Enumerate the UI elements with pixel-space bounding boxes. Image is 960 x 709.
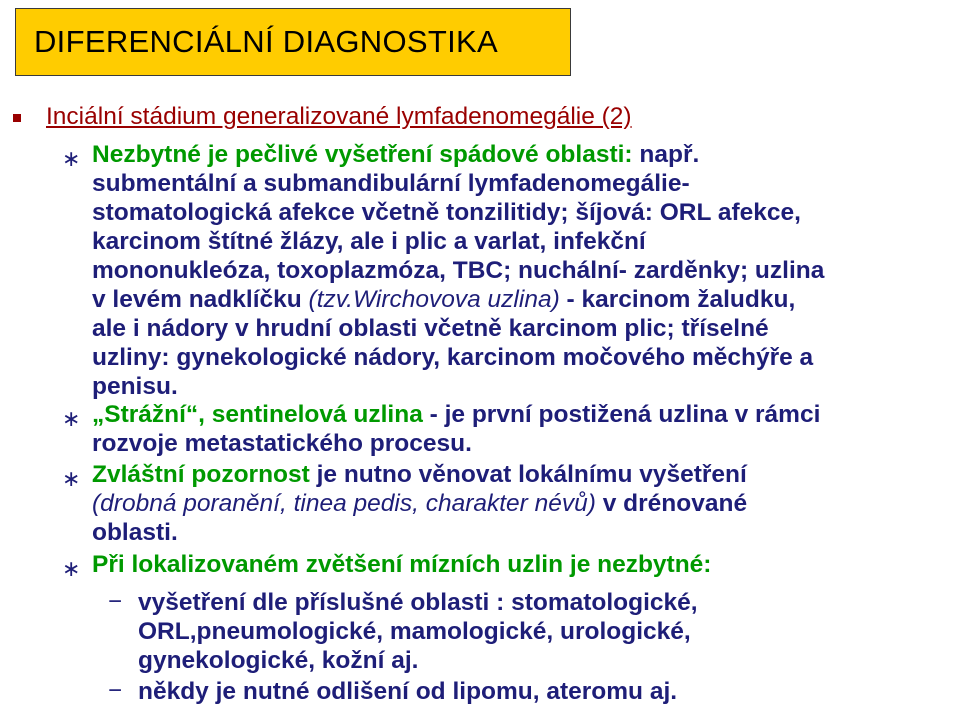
dash-bullet-icon: − (108, 677, 123, 704)
b1-italic: (tzv.Wirchovova uzlina) (308, 286, 560, 313)
b1-line-1 (92, 140, 699, 169)
title-box (15, 8, 571, 76)
star-bullet-icon: ∗ (62, 556, 81, 581)
b2-text: - je první postižená uzlina v rámci (422, 401, 821, 428)
b3-line-3: oblasti. (92, 519, 178, 546)
b1-line-8: uzliny: gynekologické nádory, karcinom močového měchýře a (92, 344, 814, 371)
slide-title: DIFERENCIÁLNÍ DIAGNOSTIKA (34, 24, 498, 59)
section-heading: Inciální stádium generalizované lymfadenomegálie (2) (46, 103, 632, 130)
b1-line-5: mononukleóza, toxoplazmóza, TBC; nuchální- zarděnky; uzlina (92, 257, 825, 284)
s1-line-2: ORL,pneumologické, mamologické, urologické, (138, 618, 691, 645)
b1-line-4: karcinom štítné žlázy, ale i plic a varlat, infekční (92, 228, 646, 255)
s1-line-1: vyšetření dle příslušné oblasti : stomatologické, (138, 589, 698, 616)
b1-line-6 (92, 285, 795, 314)
b1-line-3: stomatologická afekce včetně tonzilitidy; šíjová: ORL afekce, (92, 199, 801, 226)
b1-text: v levém nadklíčku (92, 286, 309, 313)
b1-line-2: submentální a submandibulární lymfadenomegálie- (92, 170, 690, 197)
b3-line-1 (92, 460, 747, 489)
b3-emphasis: Zvláštní pozornost (92, 461, 310, 488)
b1-line-9: penisu. (92, 373, 178, 400)
b3-line-2 (92, 489, 747, 518)
b4-line-1: Při lokalizovaném zvětšení mízních uzlin je nezbytné: (92, 551, 712, 578)
b2-emphasis: „Strážní“, sentinelová uzlina (92, 401, 423, 428)
star-bullet-icon: ∗ (62, 146, 81, 171)
dash-bullet-icon: − (108, 588, 123, 615)
s1-line-3: gynekologické, kožní aj. (138, 647, 419, 674)
b1-line-7: ale i nádory v hrudní oblasti včetně karcinom plic; tříselné (92, 315, 769, 342)
b1-emphasis: Nezbytné je pečlivé vyšetření spádové oblasti: (92, 141, 633, 168)
b3-italic: (drobná poranění, tinea pedis, charakter névů) (92, 490, 596, 517)
b3-text: v drénované (595, 490, 748, 517)
b1-text: např. (632, 141, 700, 168)
b1-text: - karcinom žaludku, (559, 286, 796, 313)
b2-line-2: rozvoje metastatického procesu. (92, 430, 472, 457)
star-bullet-icon: ∗ (62, 406, 81, 431)
star-bullet-icon: ∗ (62, 466, 81, 491)
b3-text: je nutno věnovat lokálnímu vyšetření (309, 461, 747, 488)
heading-line (46, 102, 632, 131)
b2-line-1 (92, 400, 820, 429)
s2-line-1: někdy je nutné odlišení od lipomu, ateromu aj. (138, 678, 678, 705)
square-bullet-icon (13, 114, 21, 122)
